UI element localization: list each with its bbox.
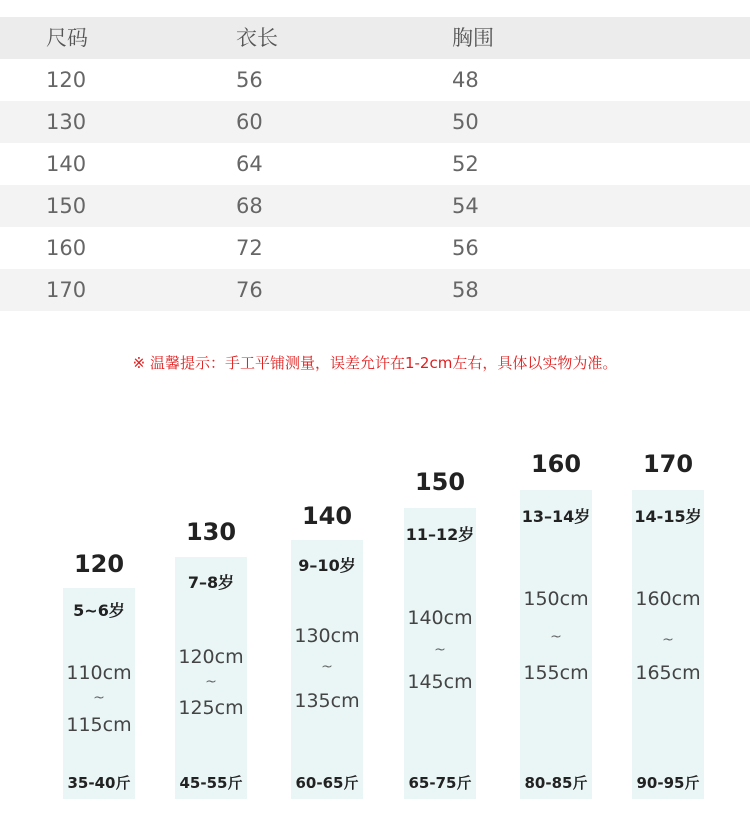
cell-length: 60 xyxy=(236,110,263,134)
card-height-from: 160cm xyxy=(635,588,701,610)
card-age: 14-15岁 xyxy=(634,507,702,526)
header-chest: 胸围 xyxy=(452,26,494,50)
cell-length: 68 xyxy=(236,194,263,218)
size-card xyxy=(175,518,247,799)
cell-length: 64 xyxy=(236,152,263,176)
header-size: 尺码 xyxy=(46,26,88,50)
cell-chest: 58 xyxy=(452,278,479,302)
card-height-to: 135cm xyxy=(294,690,360,712)
card-weight: 90-95斤 xyxy=(636,774,700,792)
card-age: 7–8岁 xyxy=(187,573,235,592)
cell-chest: 48 xyxy=(452,68,479,92)
card-tilde: ~ xyxy=(321,659,333,675)
card-size-label: 160 xyxy=(530,450,582,478)
cell-chest: 56 xyxy=(452,236,479,260)
card-height-from: 140cm xyxy=(407,607,473,629)
card-age: 13–14岁 xyxy=(521,507,591,526)
cell-size: 130 xyxy=(46,110,87,134)
card-tilde: ~ xyxy=(205,674,217,690)
cell-length: 56 xyxy=(236,68,263,92)
size-card xyxy=(520,450,592,799)
card-height-from: 150cm xyxy=(523,588,589,610)
card-tilde: ~ xyxy=(550,629,562,645)
card-age: 11–12岁 xyxy=(405,525,475,544)
card-weight: 65-75斤 xyxy=(408,774,472,792)
cell-size: 120 xyxy=(46,68,87,92)
card-height-to: 145cm xyxy=(407,671,473,693)
cell-size: 160 xyxy=(46,236,87,260)
size-card xyxy=(291,502,363,799)
cell-size: 170 xyxy=(46,278,87,302)
cell-size: 150 xyxy=(46,194,87,218)
card-weight: 35-40斤 xyxy=(67,774,131,792)
card-weight: 80-85斤 xyxy=(524,774,588,792)
card-size-label: 130 xyxy=(185,518,237,546)
card-height-to: 165cm xyxy=(635,662,701,684)
card-weight: 45-55斤 xyxy=(179,774,243,792)
card-height-from: 120cm xyxy=(178,646,244,668)
card-size-label: 150 xyxy=(414,468,466,496)
card-size-label: 120 xyxy=(73,550,125,578)
card-age: 9–10岁 xyxy=(298,556,356,575)
header-length: 衣长 xyxy=(236,26,278,50)
cell-length: 72 xyxy=(236,236,263,260)
card-height-from: 110cm xyxy=(66,662,132,684)
card-height-from: 130cm xyxy=(294,625,360,647)
size-card xyxy=(632,450,704,799)
cell-chest: 52 xyxy=(452,152,479,176)
cell-length: 76 xyxy=(236,278,263,302)
card-tilde: ~ xyxy=(434,642,446,658)
cell-chest: 54 xyxy=(452,194,479,218)
card-height-to: 155cm xyxy=(523,662,589,684)
size-card xyxy=(63,550,135,799)
card-age: 5~6岁 xyxy=(73,601,125,620)
size-card xyxy=(404,468,476,799)
card-tilde: ~ xyxy=(662,632,674,648)
cell-chest: 50 xyxy=(452,110,479,134)
card-tilde: ~ xyxy=(93,690,105,706)
card-height-to: 125cm xyxy=(178,697,244,719)
card-height-to: 115cm xyxy=(66,714,132,736)
measurement-note: ※ 温馨提示：手工平铺测量，误差允许在1-2cm左右，具体以实物为准。 xyxy=(132,354,618,372)
cell-size: 140 xyxy=(46,152,87,176)
card-size-label: 140 xyxy=(301,502,353,530)
card-size-label: 170 xyxy=(642,450,694,478)
card-weight: 60-65斤 xyxy=(295,774,359,792)
